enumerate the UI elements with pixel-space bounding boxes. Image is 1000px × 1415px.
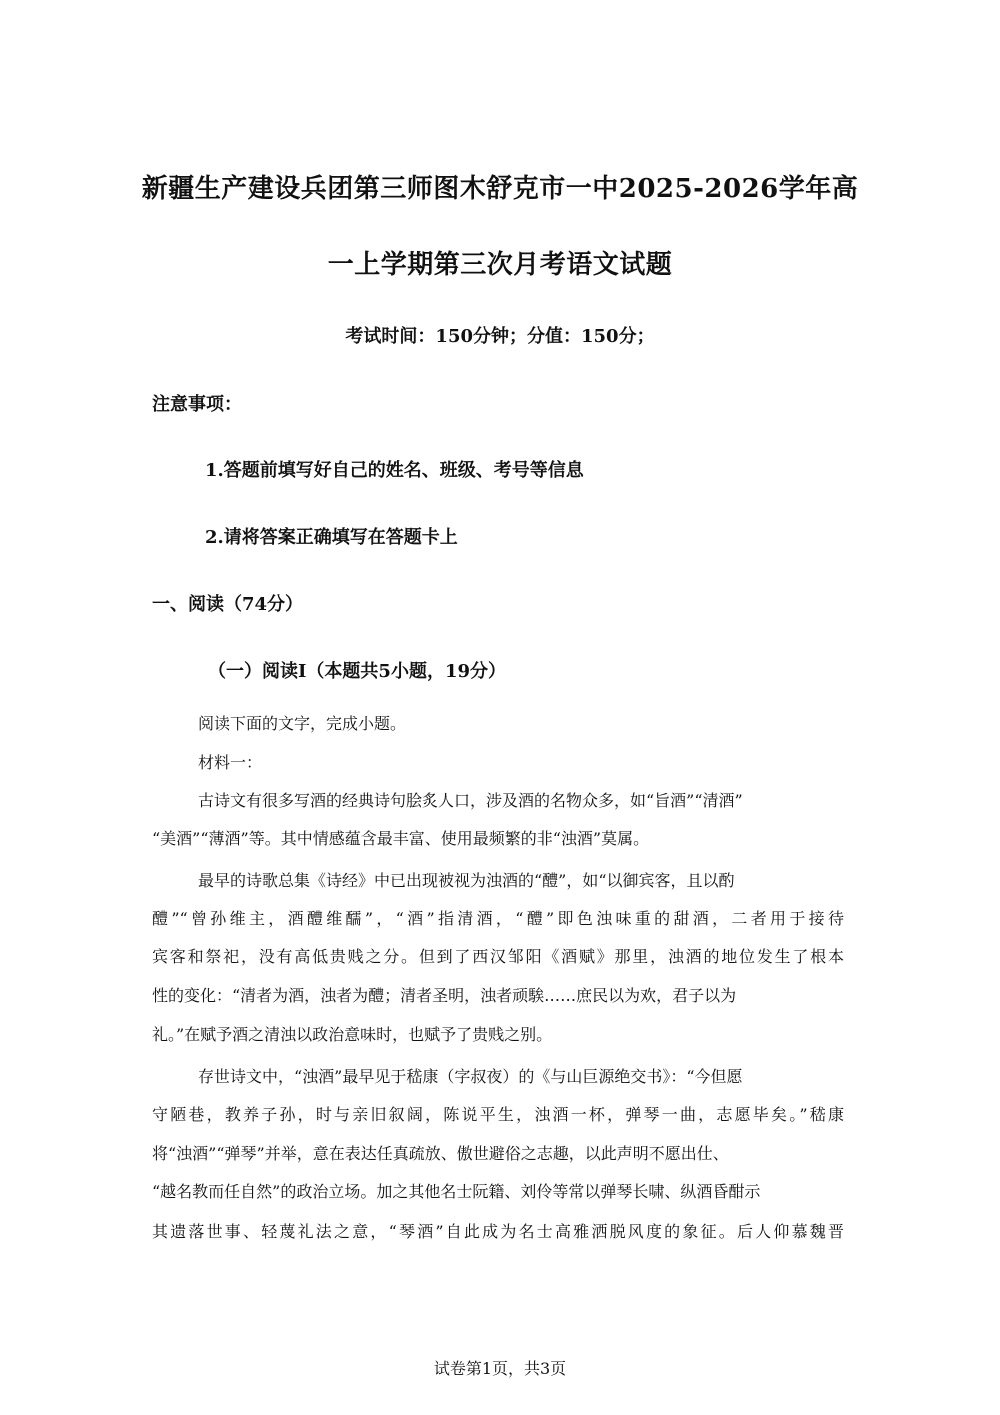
passage-line: 古诗文有很多写酒的经典诗句脍炙人口，涉及酒的名物众多，如“旨酒”“清酒” [198, 791, 743, 810]
exam-title-line-1: 新疆生产建设兵团第三师图木舒克市一中2025-2026学年高 [141, 174, 859, 204]
exam-info: 考试时间：150分钟；分值：150分； [345, 326, 655, 347]
passage-line: 将“浊酒”“弹琴”并举，意在表达任真疏放、傲世避俗之志趣，以此声明不愿出仕、 [152, 1144, 729, 1163]
passage-line: 存世诗文中，“浊酒”最早见于嵇康（字叔夜）的《与山巨源绝交书》：“今但愿 [198, 1067, 743, 1086]
passage-line: 其遗落世事、轻蔑礼法之意，“琴酒”自此成为名士高雅洒脱风度的象征。后人仰慕魏晋 [152, 1222, 844, 1241]
material-label: 材料一： [198, 753, 263, 772]
passage-line: 性的变化：“清者为酒，浊者为醴；清者圣明，浊者顽騃……庶民以为欢，君子以为 [152, 986, 737, 1005]
passage-line: “美酒”“薄酒”等。其中情感蕴含最丰富、使用最频繁的非“浊酒”莫属。 [152, 829, 650, 848]
passage-line: 宾客和祭祀，没有高低贵贱之分。但到了西汉邹阳《酒赋》那里，浊酒的地位发生了根本 [152, 947, 844, 966]
page-footer: 试卷第1页，共3页 [433, 1359, 567, 1378]
passage-line: 醴”“曾孙维主，酒醴维醹”，“酒”指清酒，“醴”即色浊味重的甜酒，二者用于接待 [152, 909, 844, 928]
notice-item-2: 2.请将答案正确填写在答题卡上 [205, 527, 458, 548]
section-title: 一、阅读（74分） [152, 594, 304, 615]
passage-line: “越名教而任自然”的政治立场。加之其他名士阮籍、刘伶等常以弹琴长啸、纵酒昏酣示 [152, 1182, 761, 1201]
passage-line: 礼。”在赋予酒之清浊以政治意味时，也赋予了贵贱之别。 [152, 1025, 553, 1044]
subsection-title: （一）阅读Ⅰ（本题共5小题，19分） [208, 661, 506, 682]
notice-item-1: 1.答题前填写好自己的姓名、班级、考号等信息 [205, 460, 584, 481]
passage-line: 守陋巷，教养子孙，时与亲旧叙阔，陈说平生，浊酒一杯，弹琴一曲，志愿毕矣。”嵇康 [152, 1105, 844, 1124]
exam-title-line-2: 一上学期第三次月考语文试题 [327, 250, 673, 280]
notice-title: 注意事项： [152, 394, 242, 415]
passage-line: 最早的诗歌总集《诗经》中已出现被视为浊酒的“醴”，如“以御宾客，且以酌 [198, 871, 735, 890]
instruction-text: 阅读下面的文字，完成小题。 [198, 714, 407, 733]
